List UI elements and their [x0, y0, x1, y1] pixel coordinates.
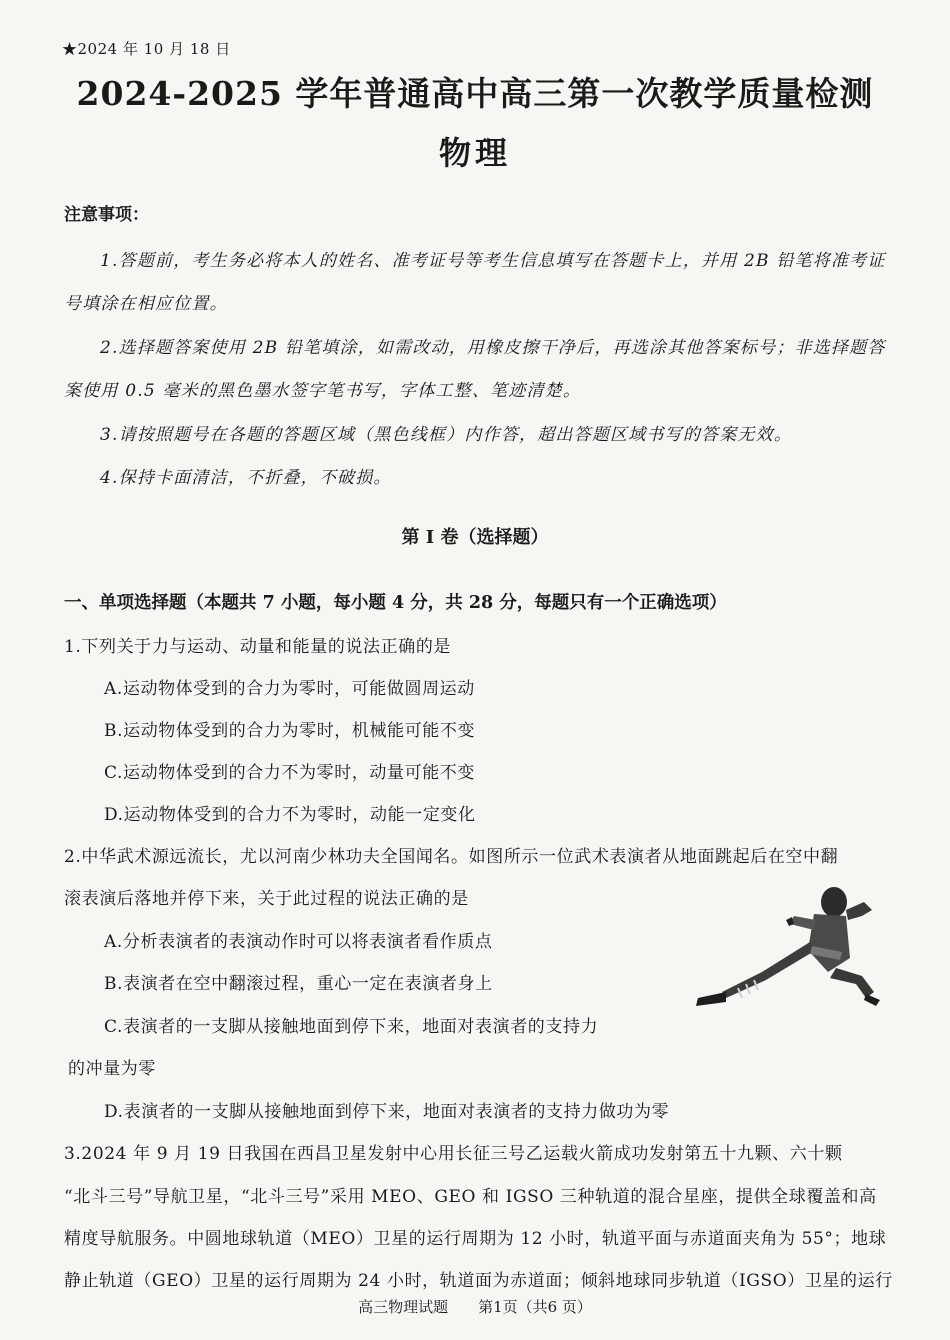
notice-line: 号填涂在相应位置。	[64, 294, 228, 314]
q3-line: 静止轨道（GEO）卫星的运行周期为 24 小时，轨道面为赤道面；倾斜地球同步轨道（IGSO）卫星的运行	[64, 1271, 893, 1291]
q3-line: 精度导航服务。中圆地球轨道（MEO）卫星的运行周期为 12 小时，轨道平面与赤道面夹角为 55°；地球	[64, 1229, 887, 1249]
notice-line: 4.保持卡面清洁，不折叠，不破损。	[100, 468, 392, 488]
exam-title: 2024-2025 学年普通高中高三第一次教学质量检测	[76, 74, 874, 113]
q2-option-a: A.分析表演者的表演动作时可以将表演者看作质点	[104, 932, 493, 952]
q1-stem: 1.下列关于力与运动、动量和能量的说法正确的是	[64, 637, 452, 657]
notice-line: 3.请按照题号在各题的答题区域（黑色线框）内作答，超出答题区域书写的答案无效。	[100, 425, 793, 445]
notice-title: 注意事项：	[64, 205, 149, 225]
q2-stem-line: 滚表演后落地并停下来，关于此过程的说法正确的是	[64, 889, 469, 909]
q3-line: 3.2024 年 9 月 19 日我国在西昌卫星发射中心用长征三号乙运载火箭成功发射第五十九颗、六十颗	[64, 1144, 843, 1164]
page-footer: 高三物理试题 第1页（共6 页）	[358, 1298, 592, 1316]
notice-line: 2.选择题答案使用 2B 铅笔填涂，如需改动，用橡皮擦干净后，再选涂其他答案标号；非选择题答	[100, 338, 886, 358]
q3-line: “北斗三号”导航卫星，“北斗三号”采用 MEO、GEO 和 IGSO 三种轨道的混合星座，提供全球覆盖和高	[64, 1187, 877, 1207]
section-title: 第 Ⅰ 卷（选择题）	[401, 527, 549, 548]
notice-line: 1.答题前，考生务必将本人的姓名、准考证号等考生信息填写在答题卡上，并用 2B 铅笔将准考证	[100, 251, 886, 271]
notice-line: 案使用 0.5 毫米的黑色墨水签字笔书写，字体工整、笔迹清楚。	[64, 381, 582, 401]
q1-option-a: A.运动物体受到的合力为零时，可能做圆周运动	[104, 679, 475, 699]
q2-option-b: B.表演者在空中翻滚过程，重心一定在表演者身上	[104, 974, 493, 994]
martial-artist-figure	[686, 880, 886, 1010]
exam-subject: 物理	[438, 134, 511, 172]
exam-date: ★2024 年 10 月 18 日	[62, 40, 231, 58]
q1-option-d: D.运动物体受到的合力不为零时，动能一定变化	[104, 805, 476, 825]
q1-option-b: B.运动物体受到的合力为零时，机械能可能不变	[104, 721, 476, 741]
q1-option-c: C.运动物体受到的合力不为零时，动量可能不变	[104, 763, 476, 783]
q2-option-c: C.表演者的一支脚从接触地面到停下来，地面对表演者的支持力	[104, 1017, 599, 1037]
q2-option-d: D.表演者的一支脚从接触地面到停下来，地面对表演者的支持力做功为零	[104, 1102, 670, 1122]
part-title: 一、单项选择题（本题共 7 小题，每小题 4 分，共 28 分，每题只有一个正确选项）	[64, 593, 727, 613]
q2-stem-line: 2.中华武术源远流长，尤以河南少林功夫全国闻名。如图所示一位武术表演者从地面跳起后在空中翻	[64, 847, 839, 867]
q2-option-c-cont: 的冲量为零	[68, 1059, 156, 1079]
